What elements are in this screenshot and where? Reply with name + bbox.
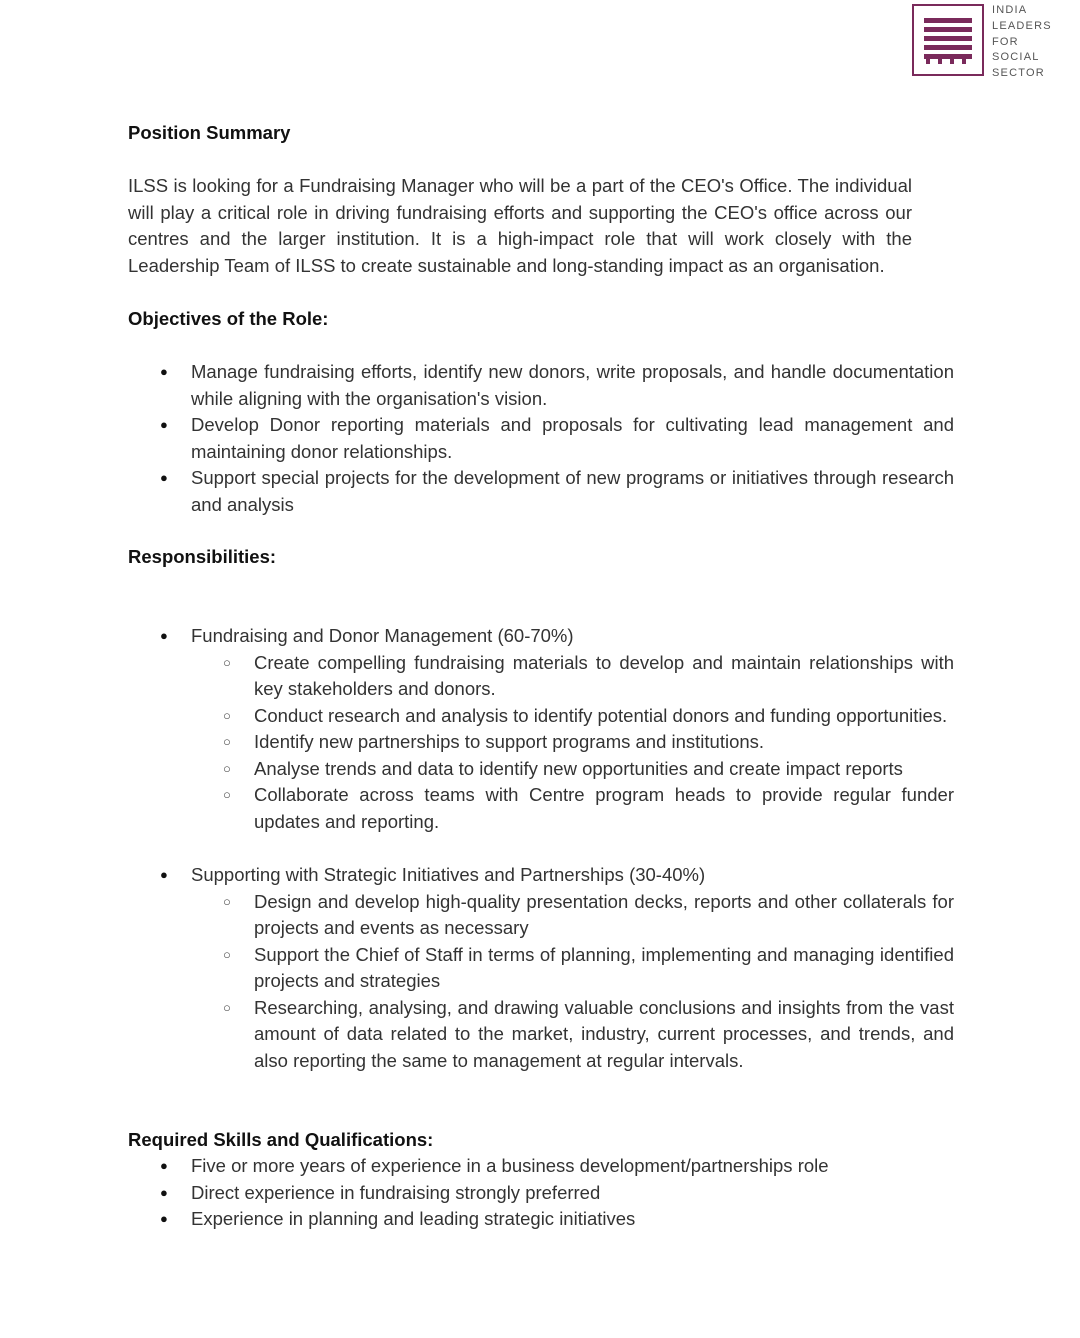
position-summary-text: ILSS is looking for a Fundraising Manager who will be a part of the CEO's Office. The individual will play a critical role in driving fundraising efforts and supporting the CEO's office across our centres and the larger institution. It is a high-impact role that will work closely with the Leadership Team of ILSS to create sustainable and long-standing impact as an organisation.: [128, 175, 912, 276]
document-body: [128, 120, 954, 1233]
list-item: ● Five or more years of experience in a business development/partnerships role: [128, 1153, 954, 1180]
logo: [912, 4, 1052, 80]
logo-mark-icon: [912, 4, 984, 76]
list-item: ● Experience in planning and leading strategic initiatives: [128, 1206, 954, 1233]
logo-line: INDIA: [992, 4, 1028, 16]
logo-line: FOR: [992, 35, 1019, 48]
list-item: ○ Create compelling fundraising materials to develop and maintain relationships with key stakeholders and donors.: [191, 650, 954, 703]
objectives-list: [128, 359, 954, 518]
list-item: ○ Researching, analysing, and drawing valuable conclusions and insights from the vast amount of data related to the market, industry, current processes, and trends, and also reporting the same to management at regular intervals.: [191, 995, 954, 1075]
responsibility-group: [128, 623, 954, 835]
qualifications-list: [128, 1153, 954, 1233]
sub-list: [191, 889, 954, 1075]
group-title: ● Supporting with Strategic Initiatives and Partnerships (30-40%): [191, 864, 706, 885]
list-item: ● Direct experience in fundraising strongly preferred: [128, 1180, 954, 1207]
logo-line: SECTOR: [992, 67, 1045, 80]
qualifications-heading: Required Skills and Qualifications:: [128, 1129, 434, 1150]
objectives-heading: Objectives of the Role:: [128, 308, 329, 329]
position-summary-heading: Position Summary: [128, 122, 291, 143]
list-item: ● Manage fundraising efforts, identify new donors, write proposals, and handle documentation while aligning with the organisation's vision.: [128, 359, 954, 412]
responsibilities-heading: Responsibilities:: [128, 546, 277, 567]
responsibility-group: [128, 862, 954, 1074]
list-item: ○ Collaborate across teams with Centre program heads to provide regular funder updates and reporting.: [191, 782, 954, 835]
responsibilities-list: [128, 623, 954, 1074]
sub-list: [191, 650, 954, 836]
logo-line: LEADERS: [992, 19, 1052, 32]
list-item: ● Support special projects for the development of new programs or initiatives through research and analysis: [128, 465, 954, 518]
logo-text: [992, 3, 1052, 82]
list-item: ○ Identify new partnerships to support programs and institutions.: [191, 729, 954, 756]
list-item: ○ Support the Chief of Staff in terms of planning, implementing and managing identified projects and strategies: [191, 942, 954, 995]
logo-line: SOCIAL: [992, 51, 1040, 64]
list-item: ○ Conduct research and analysis to identify potential donors and funding opportunities.: [191, 703, 954, 730]
list-item: ● Develop Donor reporting materials and proposals for cultivating lead management and maintaining donor relationships.: [128, 412, 954, 465]
group-title: ● Fundraising and Donor Management (60-70%): [191, 625, 574, 646]
list-item: ○ Analyse trends and data to identify new opportunities and create impact reports: [191, 756, 954, 783]
list-item: ○ Design and develop high-quality presentation decks, reports and other collaterals for projects and events as necessary: [191, 889, 954, 942]
